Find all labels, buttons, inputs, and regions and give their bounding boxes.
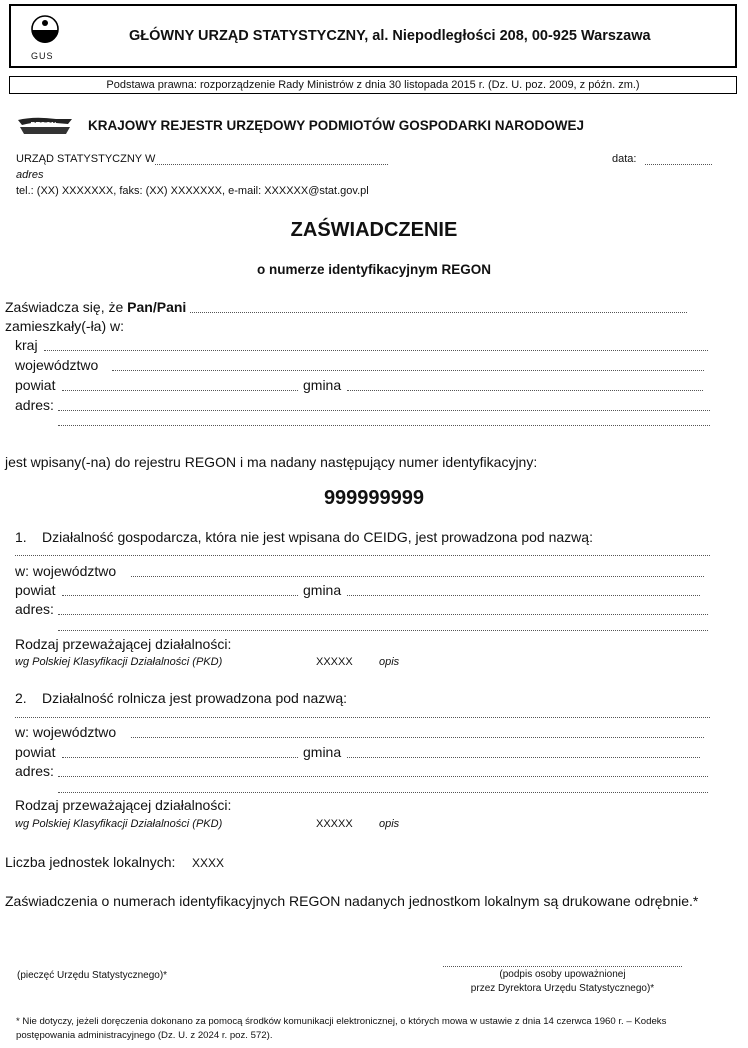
signature-field[interactable] [443, 966, 682, 967]
section2-pkd-label: wg Polskiej Klasyfikacji Działalności (PKD) [15, 818, 223, 830]
header-title: GŁÓWNY URZĄD STATYSTYCZNY, al. Niepodległości 208, 00-925 Warszawa [129, 28, 651, 44]
section2-powiat-field[interactable] [62, 757, 298, 758]
section2-name-field[interactable] [15, 717, 710, 718]
legal-basis: Podstawa prawna: rozporządzenie Rady Ministrów z dnia 30 listopada 2015 r. (Dz. U. poz. 2009, z późn. zm.) [9, 76, 737, 94]
powiat-label: powiat [15, 377, 56, 393]
local-units-value: XXXX [192, 856, 225, 870]
section1-wojewodztwo-field[interactable] [131, 576, 704, 577]
section2-adres-label: adres: [15, 763, 54, 779]
registry-title: KRAJOWY REJESTR URZĘDOWY PODMIOTÓW GOSPODARKI NARODOWEJ [88, 118, 585, 133]
section1-gmina-label: gmina [303, 582, 342, 598]
gmina-label: gmina [303, 377, 342, 393]
section1-pkd-desc: opis [379, 656, 400, 668]
section2-adres-field-2[interactable] [58, 792, 708, 793]
kraj-label: kraj [15, 337, 38, 353]
section2-wojewodztwo-label: w: województwo [15, 724, 117, 740]
section1-adres-field-2[interactable] [58, 630, 708, 631]
kraj-field[interactable] [44, 350, 708, 351]
section2-gmina-label: gmina [303, 744, 342, 760]
section1-pkd-label: wg Polskiej Klasyfikacji Działalności (PKD) [15, 656, 223, 668]
section1-name-field[interactable] [15, 555, 710, 556]
section2-pkd-code: XXXXX [316, 818, 353, 830]
regon-number: 999999999 [323, 487, 425, 509]
section2-gmina-field[interactable] [347, 757, 700, 758]
section1-adres-label: adres: [15, 601, 54, 617]
section2-wojewodztwo-field[interactable] [131, 737, 704, 738]
powiat-field[interactable] [62, 390, 298, 391]
section1-gmina-field[interactable] [347, 595, 700, 596]
section2-number: 2. [15, 690, 27, 706]
section2-adres-field-1[interactable] [58, 776, 708, 777]
stamp-label: (pieczęć Urzędu Statystycznego)* [17, 970, 168, 981]
signature-label-line2: przez Dyrektora Urzędu Statystycznego)* [470, 983, 655, 994]
wojewodztwo-label: województwo [15, 357, 99, 373]
person-name-field[interactable] [190, 312, 687, 313]
section1-powiat-label: powiat [15, 582, 56, 598]
resident-label: zamieszkały(-ła) w: [5, 318, 125, 334]
section1-adres-field-1[interactable] [58, 614, 708, 615]
office-field[interactable] [155, 164, 388, 165]
local-units-label: Liczba jednostek lokalnych: [5, 854, 176, 870]
section1-pkd-code: XXXXX [316, 656, 353, 668]
date-field[interactable] [645, 164, 712, 165]
regon-logo-text: REGON [30, 122, 56, 129]
office-contact: tel.: (XX) XXXXXXX, faks: (XX) XXXXXXX, e-mail: XXXXXX@stat.gov.pl [16, 185, 369, 197]
section1-activity-label: Rodzaj przeważającej działalności: [15, 636, 232, 652]
registered-text: jest wpisany(-na) do rejestru REGON i ma nadany następujący numer identyfikacyjny: [5, 454, 538, 470]
section2-title: Działalność rolnicza jest prowadzona pod nazwą: [42, 690, 348, 706]
adres-field-2[interactable] [58, 425, 710, 426]
certifies-text: Zaświadcza się, że Pan/Pani [5, 299, 187, 315]
gmina-field[interactable] [347, 390, 703, 391]
footnote-line2: postępowania administracyjnego (Dz. U. z 2024 r. poz. 572). [16, 1030, 273, 1041]
document-title: ZAŚWIADCZENIE [290, 219, 458, 241]
section1-title: Działalność gospodarcza, która nie jest wpisana do CEIDG, jest prowadzona pod nazwą: [42, 529, 593, 545]
section2-powiat-label: powiat [15, 744, 56, 760]
section2-pkd-desc: opis [379, 818, 400, 830]
document-subtitle: o numerze identyfikacyjnym REGON [256, 262, 492, 277]
wojewodztwo-field[interactable] [112, 370, 704, 371]
date-label: data: [612, 153, 637, 165]
adres-field-1[interactable] [58, 410, 710, 411]
office-address: adres [16, 169, 44, 181]
gus-logo-icon [26, 10, 64, 52]
section1-powiat-field[interactable] [62, 595, 298, 596]
gus-logo-text: GUS [31, 51, 54, 61]
section1-number: 1. [15, 529, 27, 545]
section2-activity-label: Rodzaj przeważającej działalności: [15, 797, 232, 813]
office-label: URZĄD STATYSTYCZNY W [16, 153, 156, 165]
section1-wojewodztwo-label: w: województwo [15, 563, 117, 579]
local-units-note: Zaświadczenia o numerach identyfikacyjnych REGON nadanych jednostkom lokalnym są drukowane odrębnie.* [5, 893, 699, 909]
adres-label: adres: [15, 397, 54, 413]
signature-label-line1: (podpis osoby upoważnionej [499, 969, 626, 980]
footnote-line1: * Nie dotyczy, jeżeli doręczenia dokonano za pomocą środków komunikacji elektronicznej, o których mowa w ustawie z dnia 14 czerwca 1960 r. – Kodeks [16, 1016, 667, 1027]
